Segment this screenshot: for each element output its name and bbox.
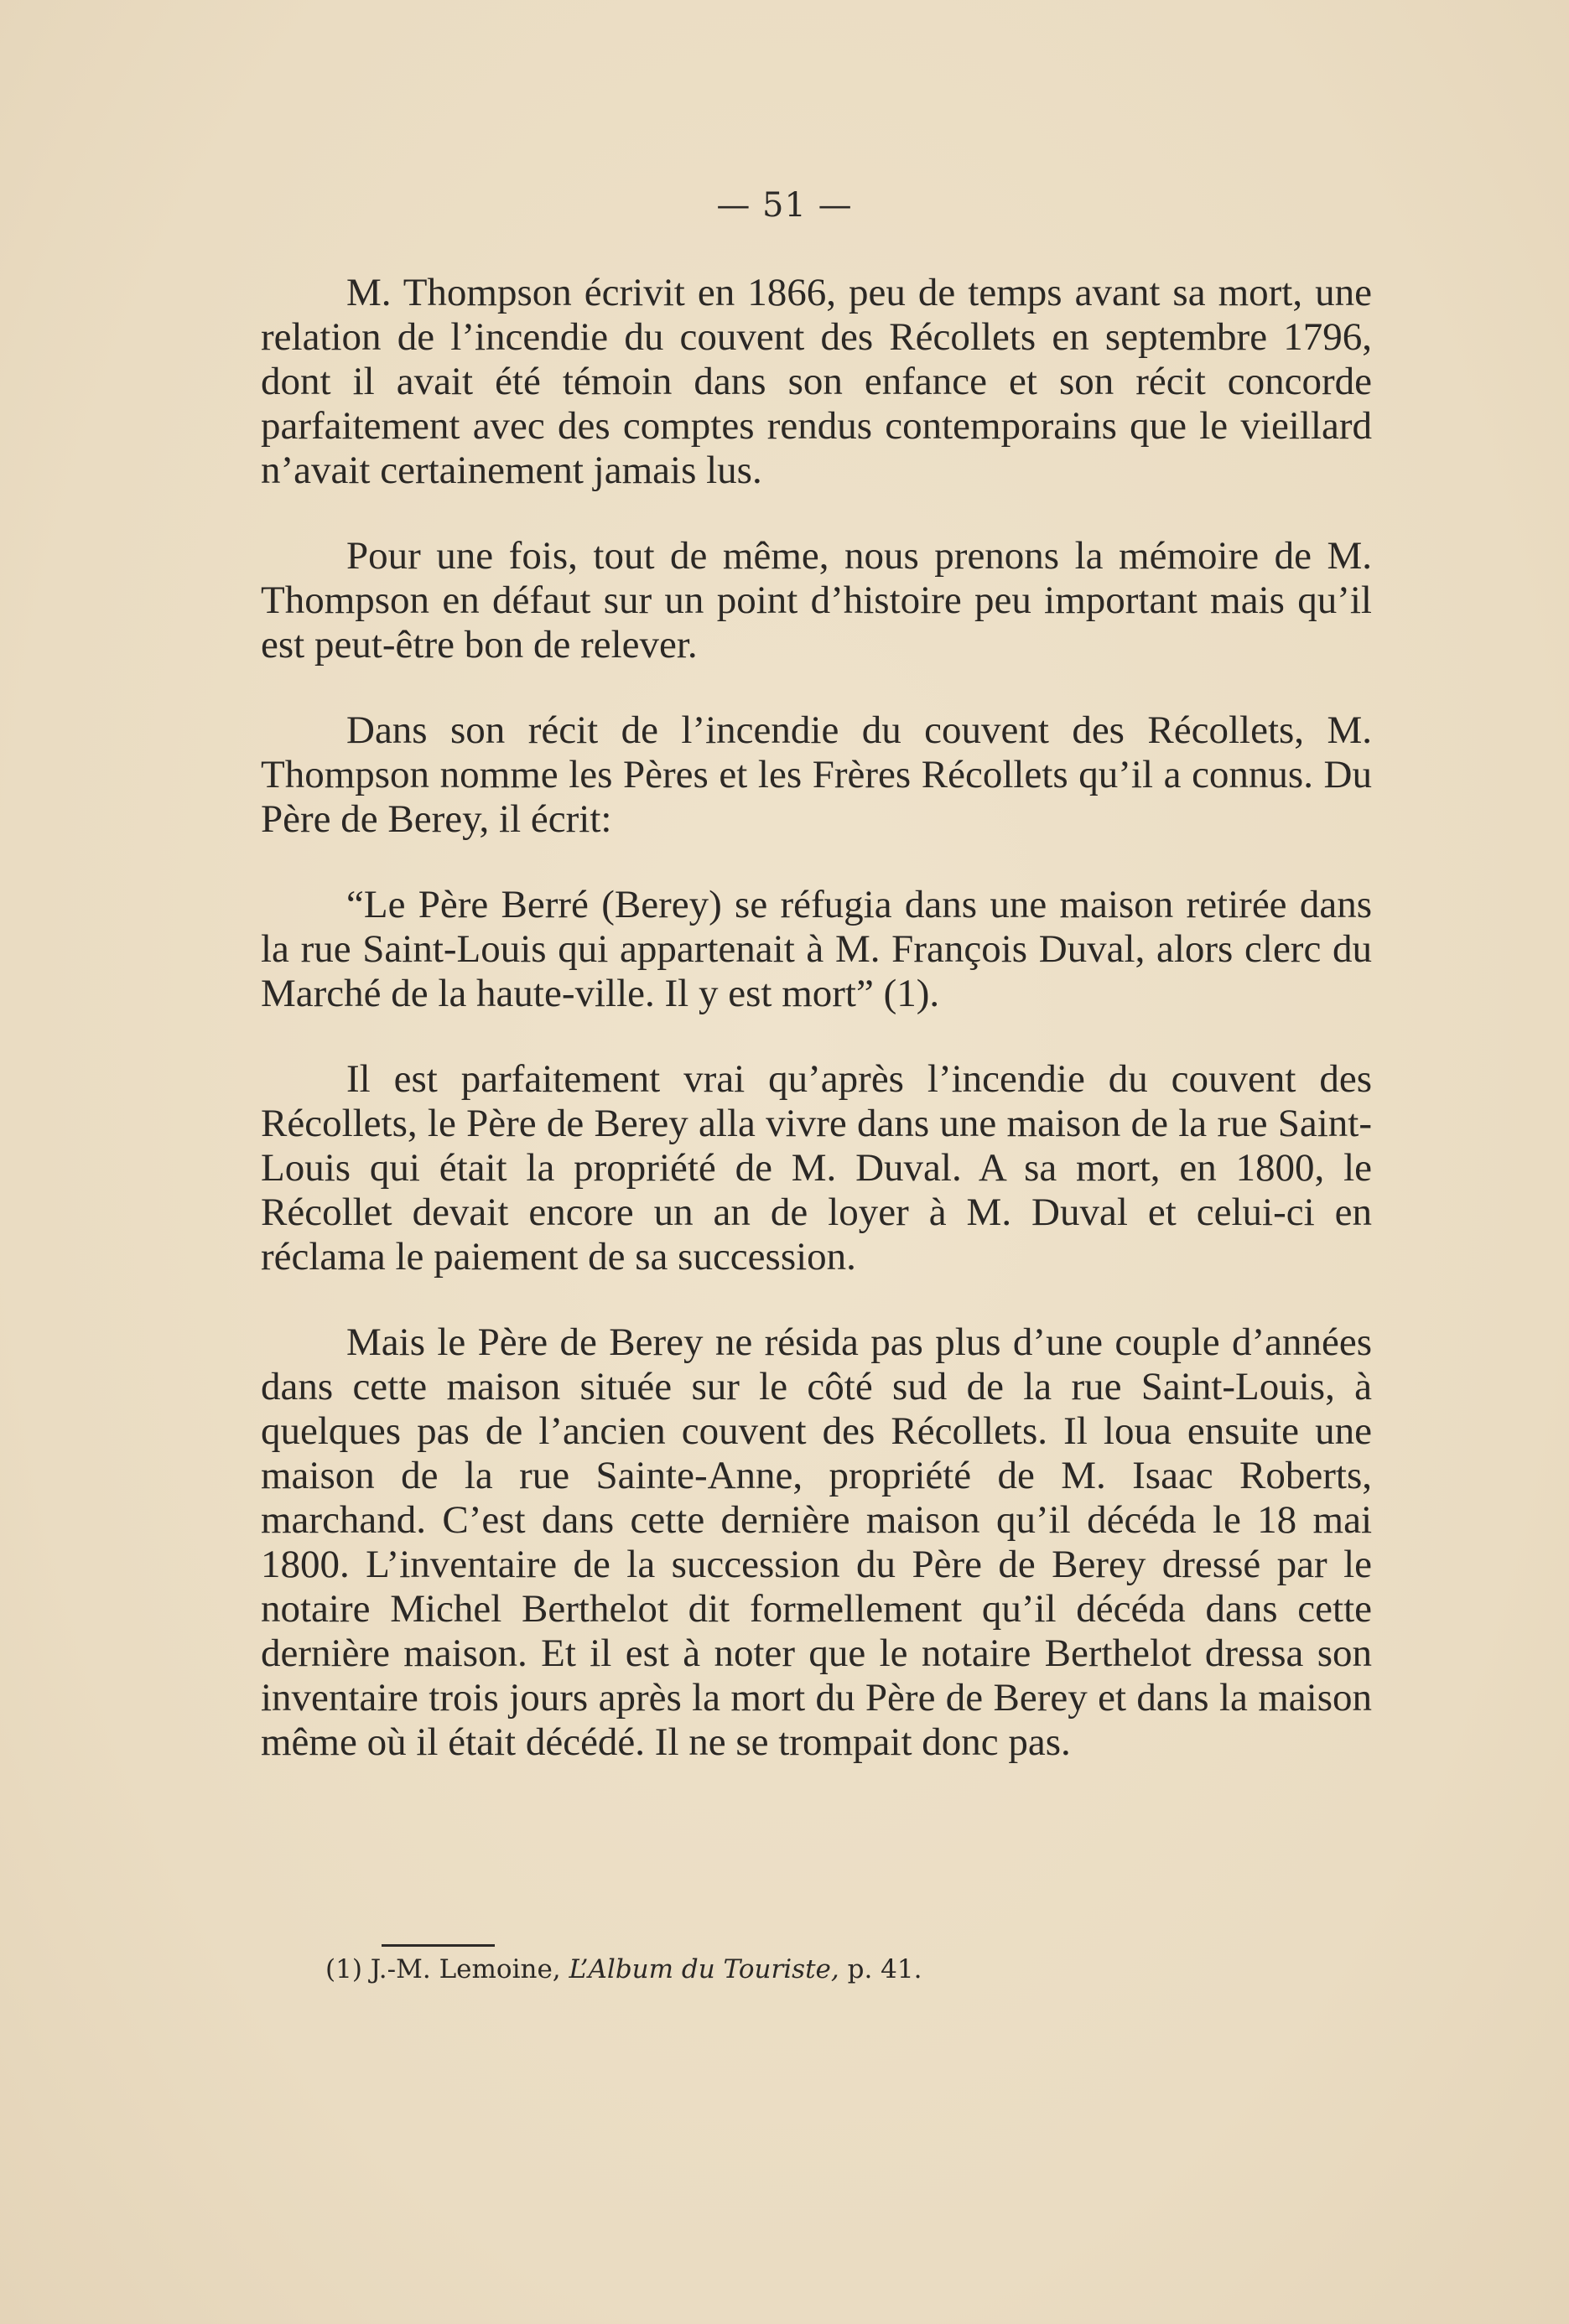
- footnote-title: L’Album du Touriste,: [569, 1954, 839, 1984]
- quoted-paragraph: “Le Père Berré (Berey) se réfugia dans une maison retirée dans la rue Saint-Louis qui appartenait à M. François Duval, alors clerc du Marché de la haute-ville. Il y est mort” (1).: [261, 883, 1372, 1015]
- footnote-marker: (1): [325, 1954, 362, 1984]
- paragraph: Mais le Père de Berey ne résida pas plus d’une couple d’années dans cette maison située sur le côté sud de la rue Saint-Louis, à quelques pas de l’ancien couvent des Récollets. Il loua ensuite une maison de la rue Sainte-Anne, propriété de M. Isaac Roberts, marchand. C’est dans cette dernière maison qu’il décéda le 18 mai 1800. L’inventaire de la succession du Père de Berey dressé par le notaire Michel Berthelot dit formellement qu’il décéda dans cette dernière maison. Et il est à noter que le notaire Berthelot dressa son inventaire trois jours après la mort du Père de Berey et dans la maison même où il était décédé. Il ne se trompait donc pas.: [261, 1320, 1372, 1764]
- footnote-page: p. 41.: [847, 1954, 922, 1984]
- paragraph: Il est parfaitement vrai qu’après l’incendie du couvent des Récollets, le Père de Berey alla vivre dans une maison de la rue Saint-Louis qui était la propriété de M. Duval. A sa mort, en 1800, le Récollet devait encore un an de loyer à M. Duval et celui-ci en réclama le paiement de sa succession.: [261, 1057, 1372, 1279]
- footnote-divider: [382, 1944, 495, 1947]
- paragraph: M. Thompson écrivit en 1866, peu de temps avant sa mort, une relation de l’incendie du couvent des Récollets en septembre 1796, dont il avait été témoin dans son enfance et son récit concorde parfaitement avec des comptes rendus contemporains que le vieillard n’avait certainement jamais lus.: [261, 271, 1372, 492]
- body-text: [261, 271, 1372, 1765]
- paragraph: Dans son récit de l’incendie du couvent des Récollets, M. Thompson nomme les Pères et les Frères Récollets qu’il a connus. Du Père de Berey, il écrit:: [261, 708, 1372, 841]
- footnote-author: J.-M. Lemoine,: [370, 1954, 561, 1984]
- footnote: [325, 1952, 1332, 1987]
- page-number: — 51 —: [716, 186, 853, 225]
- paragraph: Pour une fois, tout de même, nous prenons la mémoire de M. Thompson en défaut sur un point d’histoire peu important mais qu’il est peut-être bon de relever.: [261, 534, 1372, 667]
